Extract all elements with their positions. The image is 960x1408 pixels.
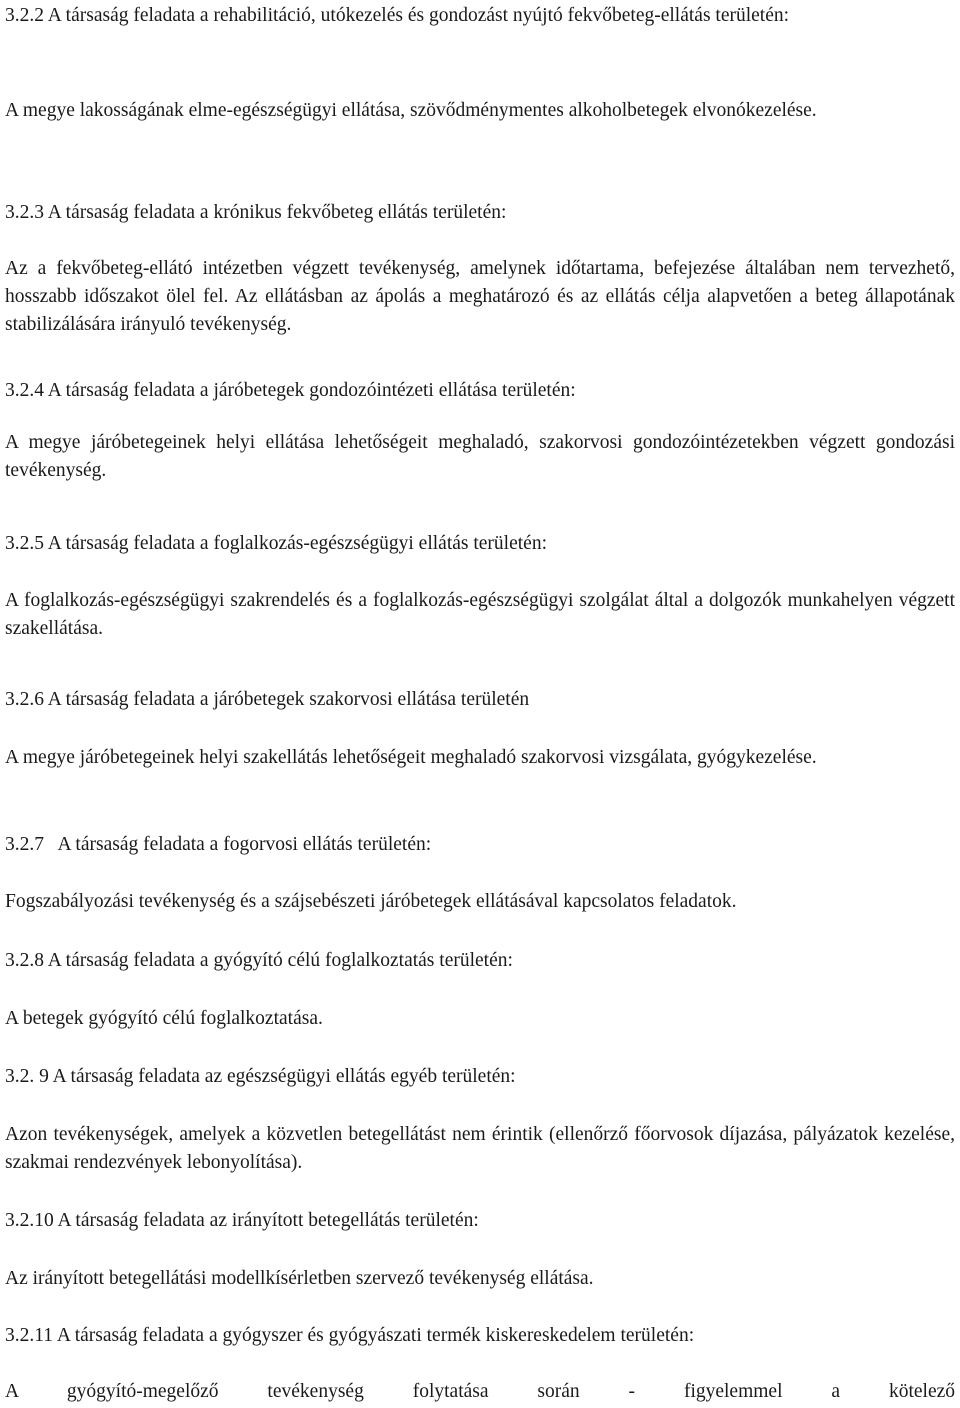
section-body-3-2-10: Az irányított betegellátási modellkísérletben szervező tevékenység ellátása. [5, 1268, 594, 1289]
section-body-3-2-9: Azon tevékenységek, amelyek a közvetlen betegellátást nem érintik (ellenőrző főorvosok díjazása, pályázatok kezelése, szakmai rendezvények lebonyolítása). [5, 1124, 955, 1173]
section-body-3-2-5: A foglalkozás-egészségügyi szakrendelés és a foglalkozás-egészségügyi szolgálat által a dolgozók munkahelyen végzett szakellátása. [5, 590, 955, 639]
section-heading-3-2-3: 3.2.3 A társaság feladata a krónikus fekvőbeteg ellátás területén: [5, 202, 507, 223]
section-heading-3-2-10: 3.2.10 A társaság feladata az irányított betegellátás területén: [5, 1210, 479, 1231]
section-body-3-2-4: A megye járóbetegeinek helyi ellátása lehetőségeit meghaladó, szakorvosi gondozóintézetekben végzett gondozási tevékenység. [5, 432, 955, 481]
section-heading-3-2-2: 3.2.2 A társaság feladata a rehabilitáció, utókezelés és gondozást nyújtó fekvőbeteg-ellátás területén: [5, 5, 790, 26]
section-body-3-2-3: Az a fekvőbeteg-ellátó intézetben végzett tevékenység, amelynek időtartama, befejezése általában nem tervezhető, hosszabb időszakot ölel fel. Az ellátásban az ápolás a meghatározó és az ellátás célja alapvetően a beteg állapotának stabilizálására irányuló tevékenység. [5, 258, 955, 335]
section-heading-3-2-8: 3.2.8 A társaság feladata a gyógyító célú foglalkoztatás területén: [5, 950, 513, 971]
section-heading-3-2-6: 3.2.6 A társaság feladata a járóbetegek szakorvosi ellátása területén [5, 689, 530, 710]
section-heading-3-2-5: 3.2.5 A társaság feladata a foglalkozás-egészségügyi ellátás területén: [5, 533, 547, 554]
section-body-3-2-2: A megye lakosságának elme-egészségügyi ellátása, szövődménymentes alkoholbetegek elvonókezelése. [5, 100, 817, 121]
section-body-3-2-11: A gyógyító-megelőző tevékenység folytatása során - figyelemmel a kötelező [5, 1381, 955, 1402]
section-heading-3-2-7: 3.2.7 A társaság feladata a fogorvosi ellátás területén: [5, 834, 432, 855]
section-body-3-2-8: A betegek gyógyító célú foglalkoztatása. [5, 1008, 323, 1029]
section-heading-3-2-11: 3.2.11 A társaság feladata a gyógyszer és gyógyászati termék kiskereskedelem területén: [5, 1325, 695, 1346]
section-heading-3-2-4: 3.2.4 A társaság feladata a járóbetegek gondozóintézeti ellátása területén: [5, 380, 576, 401]
section-body-3-2-6: A megye járóbetegeinek helyi szakellátás lehetőségeit meghaladó szakorvosi vizsgálata, gyógykezelése. [5, 747, 817, 768]
section-body-3-2-7: Fogszabályozási tevékenység és a szájsebészeti járóbetegek ellátásával kapcsolatos feladatok. [5, 891, 737, 912]
section-heading-3-2-9: 3.2. 9 A társaság feladata az egészségügyi ellátás egyéb területén: [5, 1066, 516, 1087]
